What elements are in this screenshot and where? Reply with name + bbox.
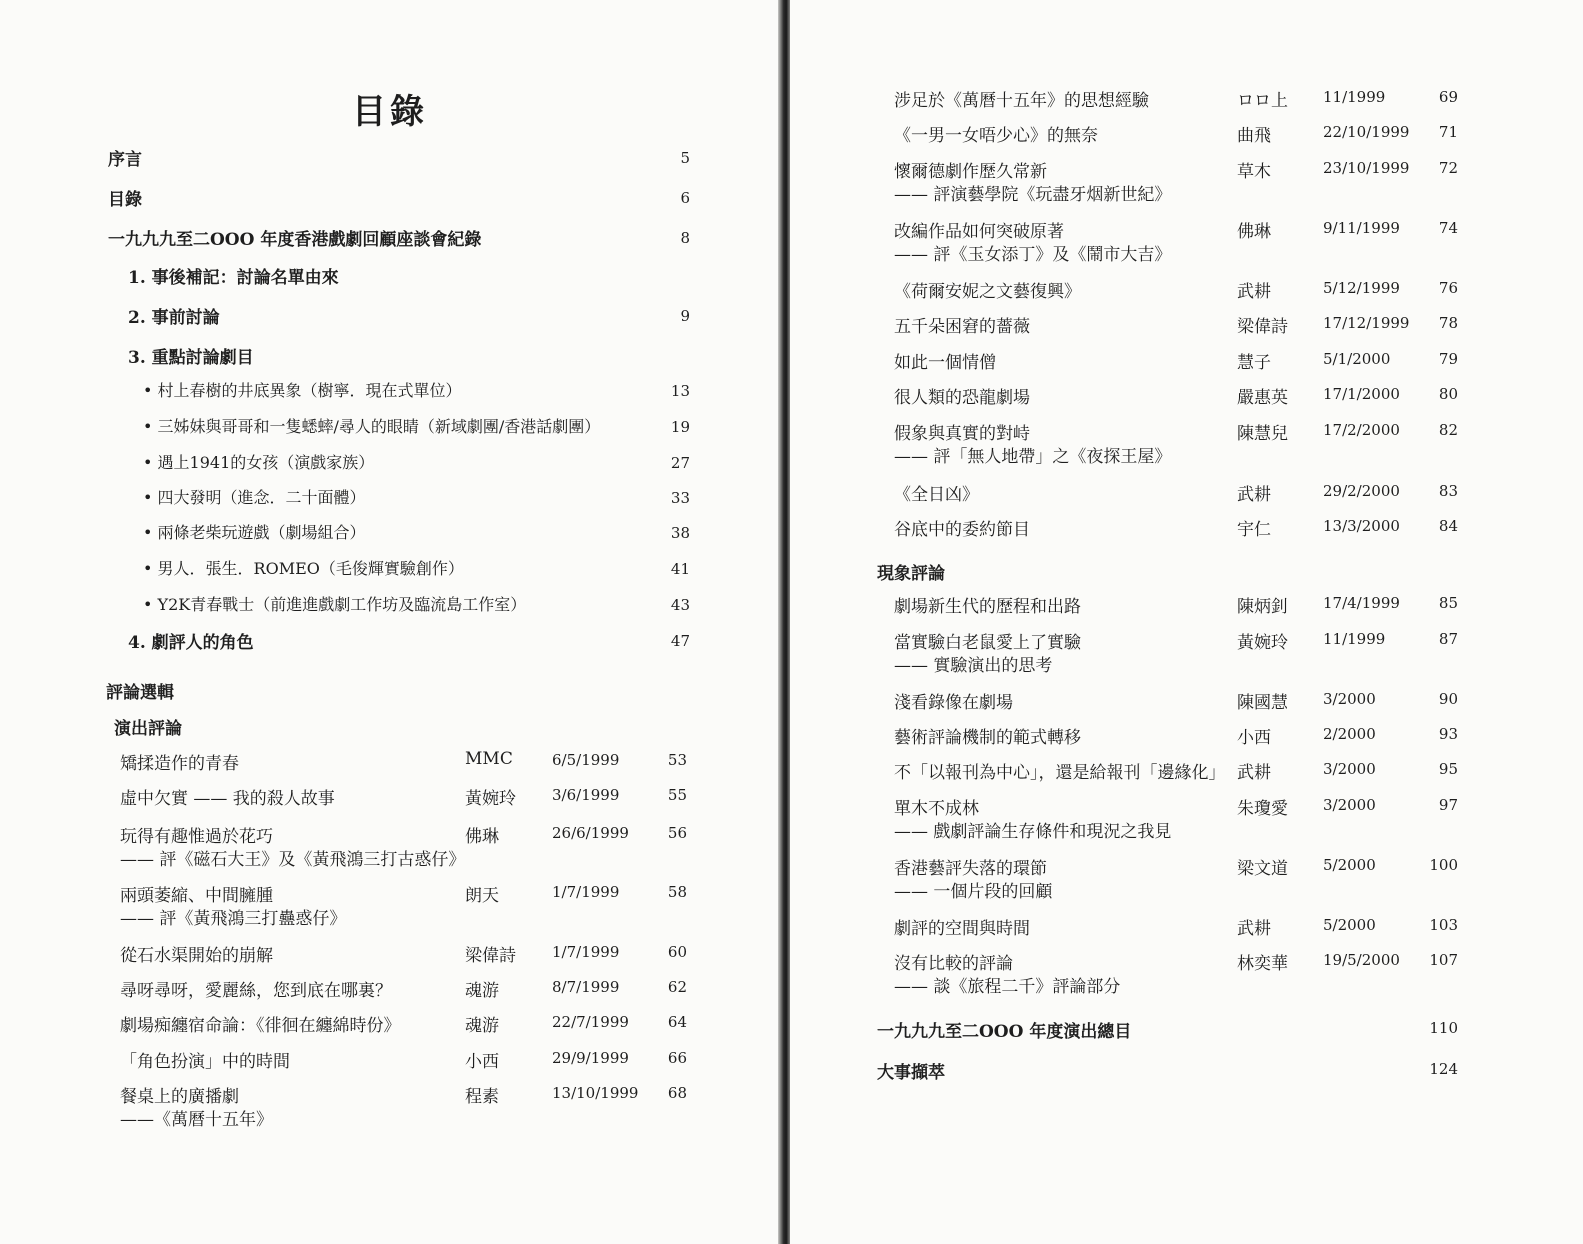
review-page: 68 xyxy=(667,1084,687,1102)
review-title: 劇場痴纏宿命論：《徘徊在纏綿時份》 xyxy=(120,1016,401,1036)
review-author: 程素 xyxy=(465,1087,499,1107)
toc-subentry-page: 13 xyxy=(670,382,690,400)
review-title: 谷底中的委約節目 xyxy=(894,520,1030,540)
review-subtitle: —— 戲劇評論生存條件和現況之我見 xyxy=(894,822,1172,842)
right-page xyxy=(790,0,1583,1244)
review-title: 單木不成林 xyxy=(894,799,979,819)
review-page: 107 xyxy=(1429,951,1458,969)
toc-subentry-title: • 兩條老柴玩遊戲（劇場組合） xyxy=(143,523,366,542)
review-page: 93 xyxy=(1438,725,1458,743)
review-title: 《荷爾安妮之文藝復興》 xyxy=(894,282,1081,302)
review-date: 17/4/1999 xyxy=(1323,594,1400,612)
review-page: 97 xyxy=(1438,796,1458,814)
toc-subentry-title: • 四大發明（進念．二十面體） xyxy=(143,488,366,507)
review-author: 朗天 xyxy=(465,886,499,906)
review-author: 小西 xyxy=(1237,728,1271,748)
review-title: 涉足於《萬曆十五年》的思想經驗 xyxy=(894,91,1149,111)
review-title: 矯揉造作的青春 xyxy=(120,754,239,774)
review-page: 56 xyxy=(667,824,687,842)
review-page: 82 xyxy=(1438,421,1458,439)
review-subtitle: ——《萬曆十五年》 xyxy=(120,1110,273,1130)
review-author: 陳炳釗 xyxy=(1237,597,1288,617)
review-author: 佛琳 xyxy=(465,827,499,847)
review-title: 淺看錄像在劇場 xyxy=(894,693,1013,713)
review-page: 78 xyxy=(1438,314,1458,332)
review-page: 76 xyxy=(1438,279,1458,297)
review-date: 3/2000 xyxy=(1323,796,1376,814)
review-date: 5/2000 xyxy=(1323,916,1376,934)
review-page: 83 xyxy=(1438,482,1458,500)
review-title: 從石水渠開始的崩解 xyxy=(120,946,273,966)
subsection-heading: 演出評論 xyxy=(114,719,182,739)
review-date: 26/6/1999 xyxy=(552,824,629,842)
toc-entry-page: 9 xyxy=(680,307,690,325)
toc-subentry-page: 27 xyxy=(670,454,690,472)
review-date: 1/7/1999 xyxy=(552,883,620,901)
review-author: 黃婉玲 xyxy=(1237,633,1288,653)
review-date: 19/5/2000 xyxy=(1323,951,1400,969)
review-author: 曲飛 xyxy=(1237,126,1271,146)
review-date: 11/1999 xyxy=(1323,88,1386,106)
toc-subentry-page: 33 xyxy=(670,489,690,507)
toc-subentry-title: • Y2K青春戰士（前進進戲劇工作坊及臨流島工作室） xyxy=(143,595,527,614)
toc-subentry-page: 38 xyxy=(670,524,690,542)
toc-entry-title: 目錄 xyxy=(108,190,142,210)
review-author: 魂游 xyxy=(465,981,499,1001)
toc-entry-title: 一九九九至二OOO 年度演出總目 xyxy=(877,1022,1132,1042)
review-date: 8/7/1999 xyxy=(552,978,620,996)
review-date: 5/12/1999 xyxy=(1323,279,1400,297)
review-date: 17/12/1999 xyxy=(1323,314,1410,332)
review-title: 當實驗白老鼠愛上了實驗 xyxy=(894,633,1081,653)
review-page: 87 xyxy=(1438,630,1458,648)
review-page: 80 xyxy=(1438,385,1458,403)
review-title: 《一男一女唔少心》的無奈 xyxy=(894,126,1098,146)
review-title: 如此一個情僧 xyxy=(894,353,996,373)
review-title: 沒有比較的評論 xyxy=(894,954,1013,974)
review-page: 71 xyxy=(1438,123,1458,141)
review-page: 84 xyxy=(1438,517,1458,535)
review-subtitle: —— 評演藝學院《玩盡牙烟新世紀》 xyxy=(894,185,1172,205)
review-date: 17/1/2000 xyxy=(1323,385,1400,403)
review-subtitle: —— 談《旅程二千》評論部分 xyxy=(894,977,1121,997)
review-author: 武耕 xyxy=(1237,282,1271,302)
review-page: 60 xyxy=(667,943,687,961)
review-author: MMC xyxy=(465,749,513,769)
review-page: 66 xyxy=(667,1049,687,1067)
review-author: 武耕 xyxy=(1237,919,1271,939)
review-title: 「角色扮演」中的時間 xyxy=(120,1052,290,1072)
review-title: 尋呀尋呀，愛麗絲，您到底在哪裏？ xyxy=(120,981,392,1001)
review-title: 很人類的恐龍劇場 xyxy=(894,388,1030,408)
toc-subentry-title: • 男人．張生．ROMEO（毛俊輝實驗創作） xyxy=(143,559,464,578)
review-page: 58 xyxy=(667,883,687,901)
toc-subentry-page: 41 xyxy=(670,560,690,578)
review-author: 草木 xyxy=(1237,162,1271,182)
review-author: 梁文道 xyxy=(1237,859,1288,879)
review-author: 魂游 xyxy=(465,1016,499,1036)
review-author: 武耕 xyxy=(1237,763,1271,783)
toc-entry-page: 5 xyxy=(680,149,690,167)
review-title: 藝術評論機制的範式轉移 xyxy=(894,728,1081,748)
review-title: 《全日凶》 xyxy=(894,485,979,505)
review-page: 103 xyxy=(1429,916,1458,934)
review-title: 虛中欠實 —— 我的殺人故事 xyxy=(120,789,335,809)
review-subtitle: —— 一個片段的回顧 xyxy=(894,882,1053,902)
review-author: 陳國慧 xyxy=(1237,693,1288,713)
review-subtitle: —— 評《黃飛鴻三打蠱惑仔》 xyxy=(120,909,347,929)
review-title: 懷爾德劇作歷久常新 xyxy=(894,162,1047,182)
review-title: 兩頭萎縮、中間臃腫 xyxy=(120,886,273,906)
section-heading: 評論選輯 xyxy=(106,683,174,703)
toc-subentry-page: 19 xyxy=(670,418,690,436)
review-date: 22/10/1999 xyxy=(1323,123,1410,141)
review-author: 朱瓊愛 xyxy=(1237,799,1288,819)
review-date: 3/6/1999 xyxy=(552,786,620,804)
review-date: 2/2000 xyxy=(1323,725,1376,743)
toc-subentry-title: • 遇上1941的女孩（演戲家族） xyxy=(143,453,375,472)
toc-entry-title: 4. 劇評人的角色 xyxy=(128,633,254,653)
left-page xyxy=(0,0,780,1244)
review-title: 不「以報刊為中心」，還是給報刊「邊緣化」 xyxy=(894,763,1226,783)
review-date: 29/2/2000 xyxy=(1323,482,1400,500)
review-title: 改編作品如何突破原著 xyxy=(894,222,1064,242)
review-title: 香港藝評失落的環節 xyxy=(894,859,1047,879)
review-page: 100 xyxy=(1429,856,1458,874)
toc-entry-title: 2. 事前討論 xyxy=(128,308,220,328)
toc-entry-title: 3. 重點討論劇目 xyxy=(128,348,254,368)
section-heading: 現象評論 xyxy=(877,564,945,584)
review-author: 宇仁 xyxy=(1237,520,1271,540)
toc-entry-page: 124 xyxy=(1429,1060,1458,1078)
review-title: 餐桌上的廣播劇 xyxy=(120,1087,239,1107)
review-subtitle: —— 實驗演出的思考 xyxy=(894,656,1053,676)
review-date: 13/10/1999 xyxy=(552,1084,639,1102)
review-subtitle: —— 評「無人地帶」之《夜探王屋》 xyxy=(894,447,1172,467)
review-page: 53 xyxy=(667,751,687,769)
review-title: 五千朵困窘的薔薇 xyxy=(894,317,1030,337)
review-date: 22/7/1999 xyxy=(552,1013,629,1031)
review-subtitle: —— 評《磁石大王》及《黃飛鴻三打古惑仔》 xyxy=(120,850,466,870)
review-date: 1/7/1999 xyxy=(552,943,620,961)
review-date: 23/10/1999 xyxy=(1323,159,1410,177)
review-author: ロロ上 xyxy=(1237,91,1288,111)
review-date: 13/3/2000 xyxy=(1323,517,1400,535)
review-title: 劇場新生代的歷程和出路 xyxy=(894,597,1081,617)
toc-entry-title: 大事擷萃 xyxy=(877,1063,945,1083)
review-date: 17/2/2000 xyxy=(1323,421,1400,439)
review-title: 玩得有趣惟過於花巧 xyxy=(120,827,273,847)
review-page: 64 xyxy=(667,1013,687,1031)
review-title: 劇評的空間與時間 xyxy=(894,919,1030,939)
review-author: 林奕華 xyxy=(1237,954,1288,974)
review-author: 黃婉玲 xyxy=(465,789,516,809)
review-author: 陳慧兒 xyxy=(1237,424,1288,444)
review-page: 69 xyxy=(1438,88,1458,106)
review-page: 85 xyxy=(1438,594,1458,612)
review-page: 62 xyxy=(667,978,687,996)
review-title: 假象與真實的對峙 xyxy=(894,424,1030,444)
review-author: 梁偉詩 xyxy=(465,946,516,966)
review-author: 小西 xyxy=(465,1052,499,1072)
review-date: 3/2000 xyxy=(1323,760,1376,778)
review-page: 90 xyxy=(1438,690,1458,708)
toc-subentry-page: 43 xyxy=(670,596,690,614)
toc-entry-title: 1. 事後補記：討論名單由來 xyxy=(128,268,339,288)
toc-entry-title: 一九九九至二OOO 年度香港戲劇回顧座談會紀錄 xyxy=(108,230,482,250)
review-date: 3/2000 xyxy=(1323,690,1376,708)
toc-entry-page: 6 xyxy=(680,189,690,207)
toc-entry-page: 47 xyxy=(670,632,690,650)
review-page: 72 xyxy=(1438,159,1458,177)
review-date: 6/5/1999 xyxy=(552,751,620,769)
review-author: 武耕 xyxy=(1237,485,1271,505)
review-page: 74 xyxy=(1438,219,1458,237)
review-page: 79 xyxy=(1438,350,1458,368)
toc-entry-title: 序言 xyxy=(108,150,142,170)
toc-entry-page: 110 xyxy=(1429,1019,1458,1037)
review-date: 5/2000 xyxy=(1323,856,1376,874)
review-author: 嚴惠英 xyxy=(1237,388,1288,408)
toc-title: 目錄 xyxy=(352,92,428,132)
review-author: 佛琳 xyxy=(1237,222,1271,242)
toc-subentry-title: • 村上春樹的井底異象（樹寧．現在式單位） xyxy=(143,381,462,400)
review-page: 55 xyxy=(667,786,687,804)
review-date: 5/1/2000 xyxy=(1323,350,1391,368)
review-date: 11/1999 xyxy=(1323,630,1386,648)
review-page: 95 xyxy=(1438,760,1458,778)
toc-subentry-title: • 三姊妹與哥哥和一隻蟋蟀/尋人的眼睛（新域劇團/香港話劇團） xyxy=(143,417,601,436)
toc-entry-page: 8 xyxy=(680,229,690,247)
review-date: 29/9/1999 xyxy=(552,1049,629,1067)
review-date: 9/11/1999 xyxy=(1323,219,1400,237)
review-subtitle: —— 評《玉女添丁》及《鬧市大吉》 xyxy=(894,245,1172,265)
review-author: 慧子 xyxy=(1237,353,1271,373)
review-author: 梁偉詩 xyxy=(1237,317,1288,337)
